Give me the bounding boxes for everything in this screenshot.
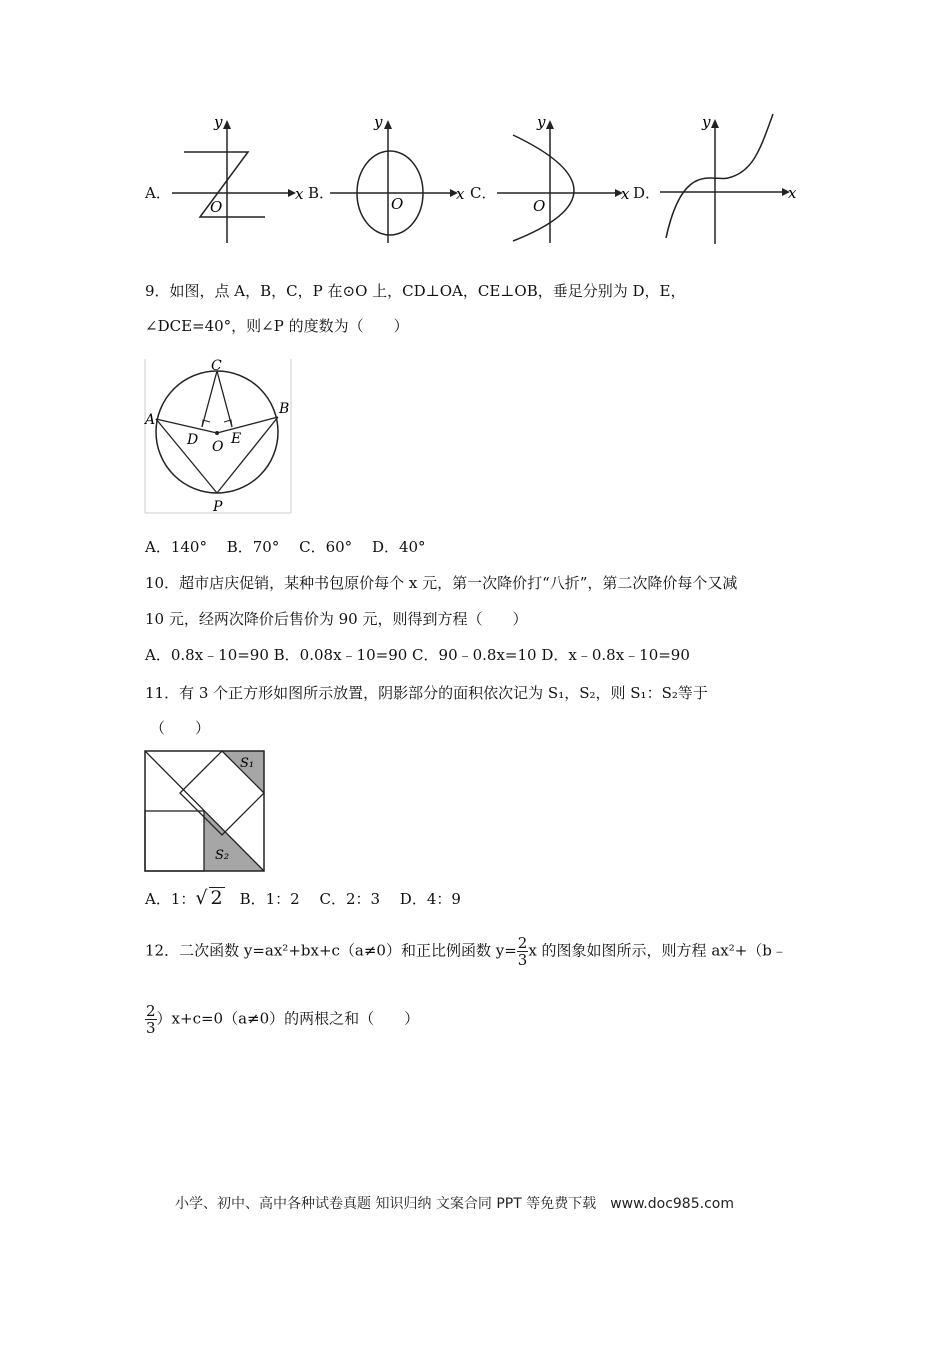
label-s2: S₂ [215,848,230,863]
frac-num: 2 [517,934,528,952]
frac-den: 3 [517,951,528,969]
q10-text-line1: 10．超市店庆促销，某种书包原价每个 x 元，第一次降价打“八折”，第二次降价每个又减 [145,574,738,592]
q9-options: A．140° B．70° C．60° D．40° [145,538,426,556]
small-square [145,811,204,871]
label-d: D [187,432,199,448]
q12-text-line2 [145,1003,419,1036]
fraction-two-thirds [517,935,529,968]
q9-text-line2: ∠DCE=40°，则∠P 的度数为（ ） [145,317,409,335]
option-b-label: B． [308,184,335,202]
q12-line2-rest: ）x+c=0（a≠0）的两根之和（ ） [156,1009,420,1028]
label-s1: S₁ [240,756,255,771]
page-footer: 小学、初中、高中各种试卷真题 知识归纳 文案合同 PPT 等免费下载 www.doc985.com [175,1196,734,1212]
label-a: A [145,412,156,428]
option-d-label: D． [633,184,661,202]
sqrt-radicand: 2 [210,887,223,909]
graph-d [658,110,800,247]
frac-num: 2 [146,1002,156,1020]
q11-text-line2: （ ） [150,719,211,737]
option-a-label: A． [145,184,171,202]
q11-option-a: A．1： [145,890,196,908]
option-c-label: C． [470,184,497,202]
q11-options [145,887,461,909]
z-curve [184,152,265,217]
x-axis-label: x [788,184,797,202]
fraction-two-thirds-2 [145,1003,157,1036]
y-axis-label: y [537,115,546,131]
graph-a [170,115,310,247]
q11-text-line1: 11．有 3 个正方形如图所示放置，阴影部分的面积依次记为 S₁，S₂，则 S₁：S₂等于 [145,684,708,702]
label-o: O [212,439,224,455]
q12-text-line1 [145,935,787,968]
label-c: C [211,358,222,374]
frac-den: 3 [146,1019,156,1037]
q9-circle-figure [143,357,293,515]
q10-text-line2: 10 元，经两次降价后售价为 90 元，则得到方程（ ） [145,610,528,628]
origin-label: O [210,198,223,216]
graph-b [328,115,473,247]
q9-text-line1: 9．如图，点 A，B，C，P 在⊙O 上，CD⊥OA，CE⊥OB，垂足分别为 D，E， [145,282,686,300]
label-e: E [231,431,242,447]
y-axis-label: y [702,113,711,131]
parabola-curve [513,135,574,241]
origin-label: O [533,197,546,215]
q12-part2: x 的图象如图所示，则方程 ax²+（b﹣ [528,941,787,960]
y-axis-label: y [374,115,383,131]
x-axis-label: x [621,185,630,203]
y-axis-label: y [214,115,223,131]
x-axis-label: x [295,185,304,203]
q12-part1: 12．二次函数 y=ax²+bx+c（a≠0）和正比例函数 y= [145,941,517,960]
q10-options: A．0.8x﹣10=90 B．0.08x﹣10=90 C．90﹣0.8x=10 D．x﹣0.8x﹣10=90 [145,646,690,664]
origin-label: O [391,195,404,213]
y-arrow [223,120,231,129]
q11-options-rest: B．1：2 C．2：3 D．4：9 [224,890,461,908]
x-axis-label: x [456,185,465,203]
graph-c [495,115,640,247]
cubic-curve [666,114,773,238]
sqrt-sign: √ [195,887,208,909]
label-b: B [279,401,290,417]
label-p: P [213,499,223,515]
q11-squares-figure [143,749,267,873]
